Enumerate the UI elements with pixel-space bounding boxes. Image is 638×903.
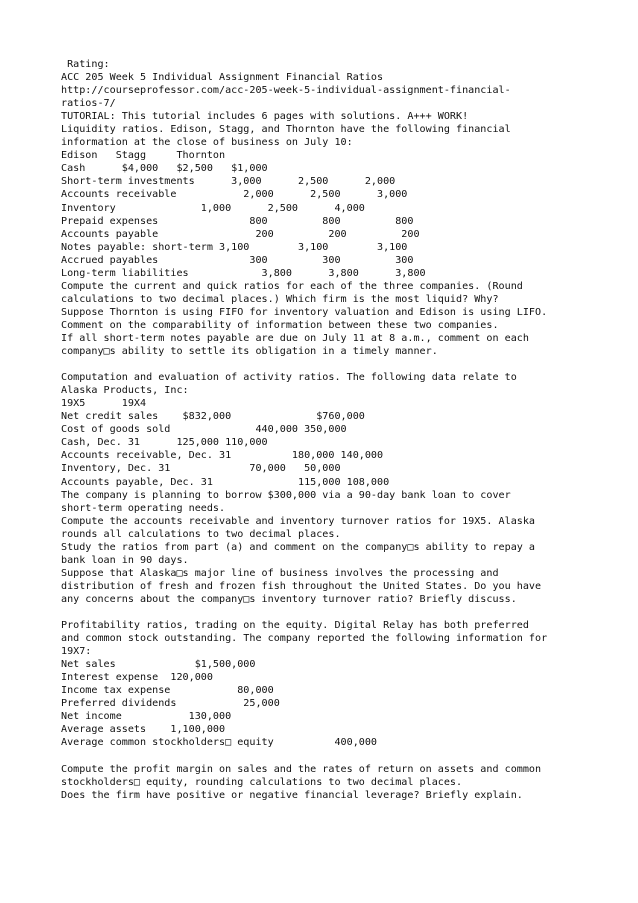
activity-row: Net credit sales $832,000 $760,000 xyxy=(61,411,365,423)
profitability-question: Compute the profit margin on sales and the rates of return on assets and common xyxy=(61,763,542,775)
activity-intro-1: Computation and evaluation of activity ratios. The following data relate to xyxy=(61,372,517,384)
liquidity-question: Comment on the comparability of information between these two companies. xyxy=(61,319,499,331)
section-spacer xyxy=(61,749,631,762)
profitability-row: Average common stockholders□ equity 400,000 xyxy=(61,737,378,749)
liquidity-question: If all short-term notes payable are due on July 11 at 8 a.m., comment on each xyxy=(61,332,529,344)
activity-row: Inventory, Dec. 31 70,000 50,000 xyxy=(61,463,341,475)
liquidity-column-header: Edison Stagg Thornton xyxy=(61,150,226,162)
source-url-line-2: ratios-7/ xyxy=(61,98,116,110)
activity-row: Accounts receivable, Dec. 31 180,000 140,000 xyxy=(61,450,384,462)
document-page xyxy=(61,58,631,802)
activity-column-header: 19X5 19X4 xyxy=(61,398,147,410)
activity-intro-2: Alaska Products, Inc: xyxy=(61,385,189,397)
tutorial-note: TUTORIAL: This tutorial includes 6 pages with solutions. A+++ WORK! xyxy=(61,111,469,123)
activity-row: Accounts payable, Dec. 31 115,000 108,000 xyxy=(61,476,390,488)
liquidity-row: Accounts payable 200 200 200 xyxy=(61,228,420,240)
activity-question: bank loan in 90 days. xyxy=(61,554,189,566)
activity-row: Cost of goods sold 440,000 350,000 xyxy=(61,424,347,436)
profitability-row: Interest expense 120,000 xyxy=(61,672,213,684)
activity-question: Compute the accounts receivable and inventory turnover ratios for 19X5. Alaska xyxy=(61,515,536,527)
profitability-intro-2: and common stock outstanding. The company reported the following information for xyxy=(61,633,548,645)
liquidity-row: Long-term liabilities 3,800 3,800 3,800 xyxy=(61,267,426,279)
profitability-intro-3: 19X7: xyxy=(61,646,92,658)
profitability-intro-1: Profitability ratios, trading on the equity. Digital Relay has both preferred xyxy=(61,620,529,632)
liquidity-row: Short-term investments 3,000 2,500 2,000 xyxy=(61,176,396,188)
document-title: ACC 205 Week 5 Individual Assignment Financial Ratios xyxy=(61,72,384,84)
activity-question: any concerns about the company□s inventory turnover ratio? Briefly discuss. xyxy=(61,593,517,605)
activity-question: distribution of fresh and frozen fish throughout the United States. Do you have xyxy=(61,580,542,592)
liquidity-intro-1: Liquidity ratios. Edison, Stagg, and Thornton have the following financial xyxy=(61,124,511,136)
liquidity-row: Prepaid expenses 800 800 800 xyxy=(61,215,414,227)
liquidity-row: Inventory 1,000 2,500 4,000 xyxy=(61,202,365,214)
liquidity-row: Notes payable: short-term 3,100 3,100 3,100 xyxy=(61,241,408,253)
liquidity-question: company□s ability to settle its obligation in a timely manner. xyxy=(61,346,438,358)
liquidity-question: Suppose Thornton is using FIFO for inventory valuation and Edison is using LIFO. xyxy=(61,306,548,318)
activity-question: short-term operating needs. xyxy=(61,502,226,514)
section-spacer xyxy=(61,606,631,619)
activity-row: Cash, Dec. 31 125,000 110,000 xyxy=(61,437,268,449)
liquidity-row: Cash $4,000 $2,500 $1,000 xyxy=(61,163,268,175)
activity-question: The company is planning to borrow $300,000 via a 90-day bank loan to cover xyxy=(61,489,511,501)
section-spacer xyxy=(61,358,631,371)
activity-question: Suppose that Alaska□s major line of business involves the processing and xyxy=(61,567,499,579)
activity-question: Study the ratios from part (a) and comment on the company□s ability to repay a xyxy=(61,541,536,553)
profitability-question: Does the firm have positive or negative financial leverage? Briefly explain. xyxy=(61,789,523,801)
liquidity-row: Accrued payables 300 300 300 xyxy=(61,254,414,266)
profitability-row: Income tax expense 80,000 xyxy=(61,685,274,697)
liquidity-question: calculations to two decimal places.) Which firm is the most liquid? Why? xyxy=(61,293,499,305)
liquidity-question: Compute the current and quick ratios for each of the three companies. (Round xyxy=(61,280,523,292)
profitability-row: Average assets 1,100,000 xyxy=(61,724,226,736)
profitability-question: stockholders□ equity, rounding calculations to two decimal places. xyxy=(61,776,463,788)
source-url-line-1: http://courseprofessor.com/acc-205-week-5-individual-assignment-financial- xyxy=(61,85,511,97)
liquidity-row: Accounts receivable 2,000 2,500 3,000 xyxy=(61,189,408,201)
profitability-row: Preferred dividends 25,000 xyxy=(61,698,280,710)
profitability-row: Net sales $1,500,000 xyxy=(61,659,256,671)
activity-question: rounds all calculations to two decimal places. xyxy=(61,528,341,540)
liquidity-intro-2: information at the close of business on July 10: xyxy=(61,137,353,149)
rating-label: Rating: xyxy=(61,59,110,70)
profitability-row: Net income 130,000 xyxy=(61,711,232,723)
